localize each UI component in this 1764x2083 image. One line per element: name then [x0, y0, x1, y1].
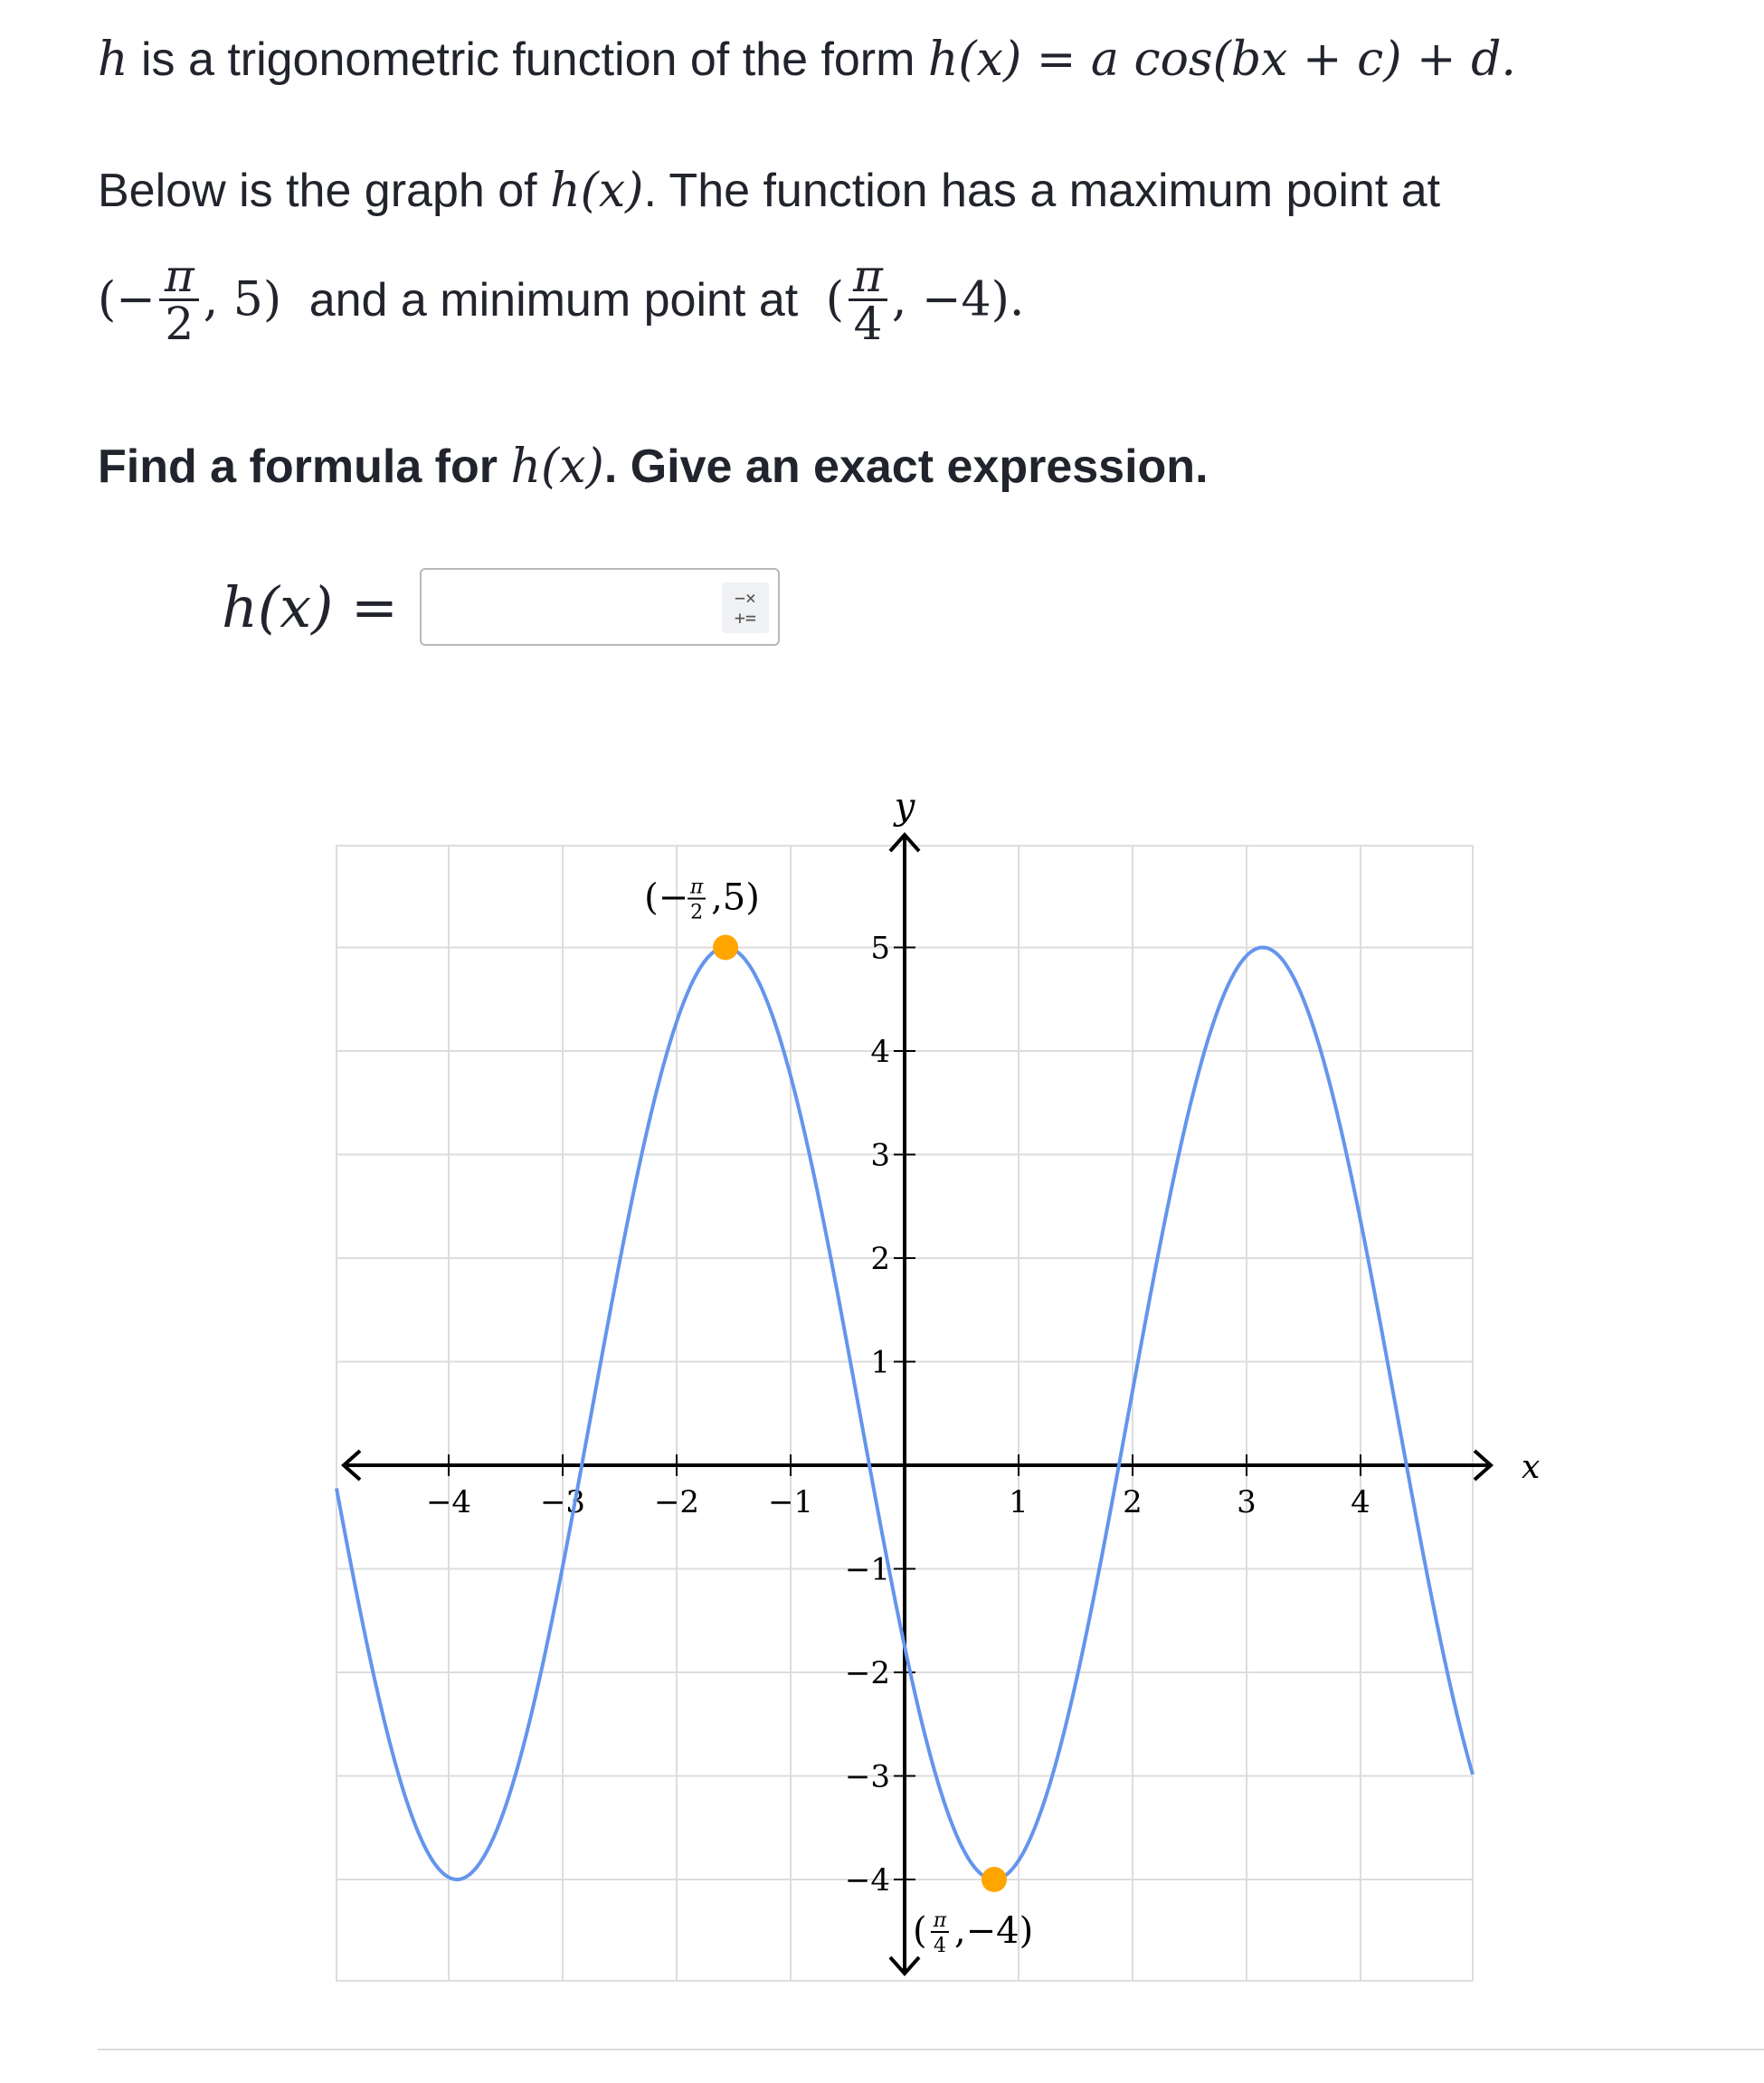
and-min-text: and a minimum point at	[308, 273, 799, 327]
function-form: h(x) = a cos(bx + c) + d.	[927, 33, 1516, 87]
y-tick-label: −1	[844, 1551, 890, 1588]
h-of-x: h(x)	[550, 164, 644, 218]
function-graph	[326, 778, 1541, 2026]
y-tick-label: 5	[870, 930, 890, 967]
point-label-den: 4	[933, 1935, 946, 1957]
y-tick-label: 1	[870, 1344, 890, 1381]
x-axis-label: x	[1522, 1449, 1541, 1486]
y-tick-label: 2	[870, 1241, 890, 1277]
divider	[98, 2049, 1764, 2050]
find-suffix: . Give an exact expression.	[603, 440, 1209, 493]
y-tick-label: 3	[870, 1137, 890, 1174]
x-tick-label: −1	[767, 1484, 814, 1520]
max-point: (− $\frac{\pi}{2}$ , 5)	[98, 250, 282, 350]
point-label-open: (	[912, 1910, 927, 1952]
x-tick-label: 4	[1351, 1484, 1370, 1520]
answer-input[interactable]	[420, 568, 780, 646]
x-tick-label: 1	[1009, 1484, 1029, 1520]
intro-text	[98, 33, 1516, 87]
point-label-num: π	[689, 876, 704, 899]
max-point-marker	[713, 935, 738, 961]
math-keypad-icon[interactable]: −× +=	[722, 582, 769, 633]
point-label-close: ,5)	[711, 876, 760, 919]
max-sentence: . The function has a maximum point at	[643, 165, 1441, 217]
point-label-den: 2	[690, 901, 704, 924]
x-tick-label: −4	[425, 1484, 472, 1520]
h-variable: h	[98, 33, 128, 87]
point-label-close: ,−4)	[953, 1910, 1034, 1952]
point-label-open: (−	[644, 876, 689, 919]
y-axis-label: y	[894, 786, 915, 828]
x-tick-label: −2	[653, 1484, 700, 1520]
intro-prefix: is a trigonometric function of the form	[140, 33, 915, 86]
h-of-x-ref: h(x)	[510, 440, 604, 494]
answer-label: h(x) =	[222, 573, 398, 640]
instruction-text	[98, 440, 1209, 494]
y-tick-label: −3	[844, 1758, 890, 1795]
x-tick-label: 2	[1123, 1484, 1143, 1520]
x-tick-label: 3	[1237, 1484, 1257, 1520]
x-tick-label: −3	[539, 1484, 586, 1520]
graph-sentence: Below is the graph of	[98, 165, 537, 217]
find-prefix: Find a formula for	[98, 440, 498, 493]
min-point: ( $\frac{\pi}{4}$ , −4).	[825, 250, 1025, 350]
y-tick-label: 4	[870, 1034, 890, 1070]
point-label-num: π	[933, 1909, 947, 1932]
min-point-marker	[982, 1867, 1007, 1892]
extrema-points	[98, 250, 1025, 389]
y-tick-label: −2	[844, 1655, 890, 1691]
graph-description	[98, 164, 1441, 218]
answer-row	[222, 565, 780, 649]
y-tick-label: −4	[844, 1862, 890, 1898]
